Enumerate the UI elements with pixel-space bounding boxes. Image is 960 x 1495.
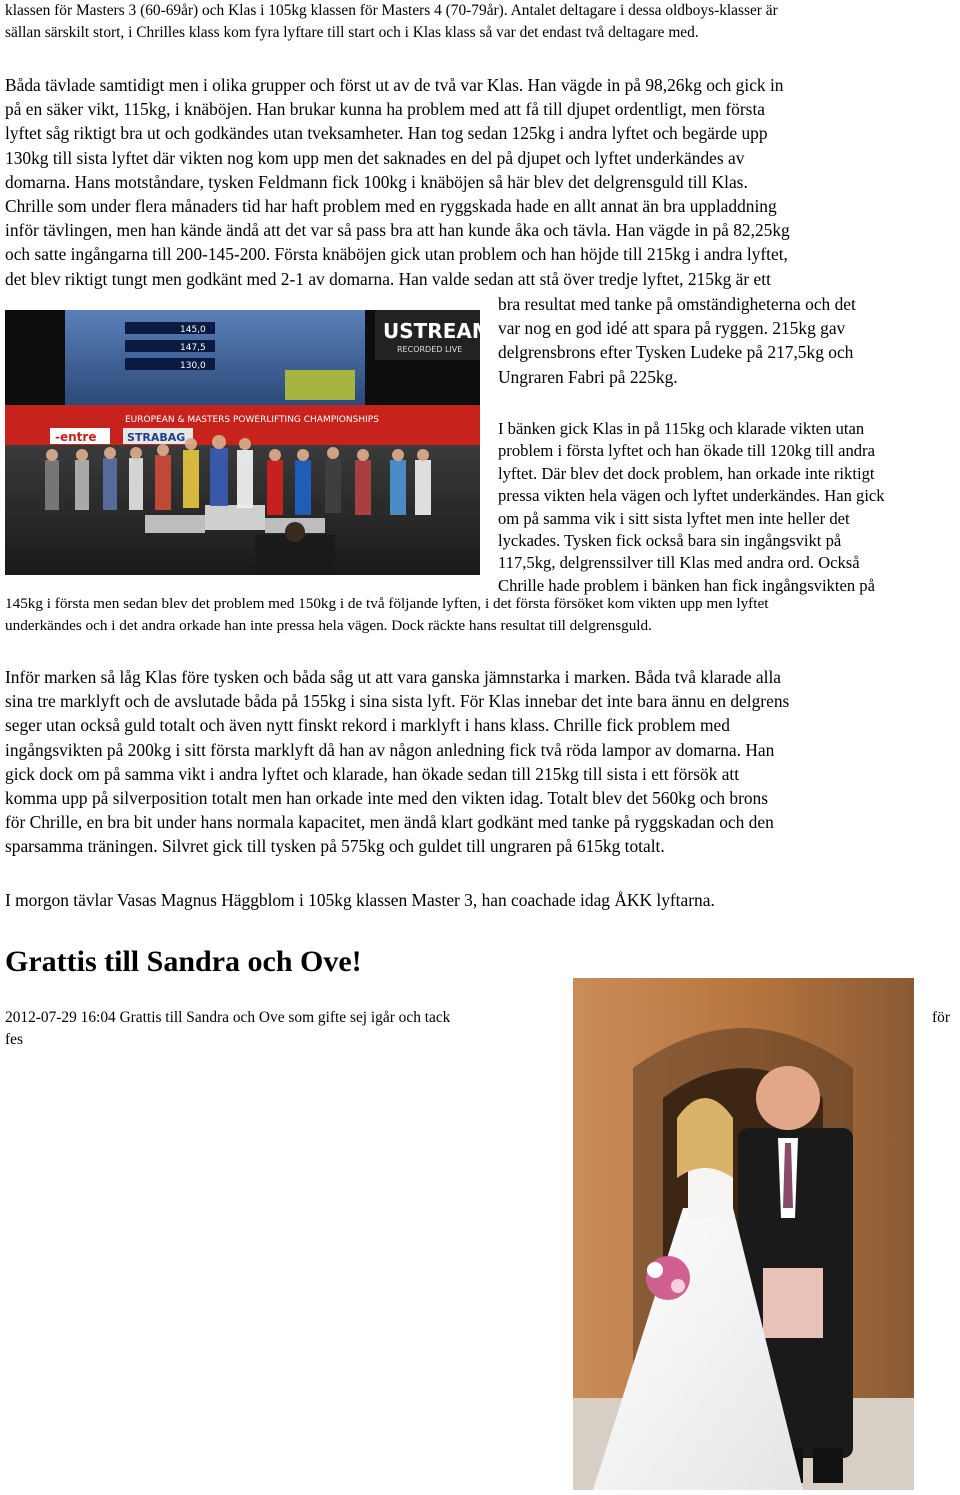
text-line: sina tre marklyft och de avslutade båda på 155kg i sina sista lyft. För Klas innebar det inte bara ännu en delgrens [5, 691, 790, 712]
text-line: lyftet såg riktigt bra ut och godkändes utan tveksamheter. Han tog sedan 125kg i andra lyftet och begärde upp [5, 123, 768, 144]
text-line: delgrensbrons efter Tysken Ludeke på 217,5kg och [498, 342, 854, 363]
post-line-end: för [932, 1009, 950, 1026]
program-card [763, 1268, 823, 1338]
sponsor-strabag: STRABAG [127, 431, 186, 444]
text-line: lyftet. Där blev det dock problem, han orkade inte riktigt [498, 463, 875, 483]
text-line: lyckades. Tysken fick också bara sin ingångsvikt på [498, 531, 842, 551]
text-line: inför tävlingen, men han kände ändå att det var så pass bra att han kunde åka och tävla. Han vägde in på 82,25kg [5, 220, 790, 241]
text-line: 117,5kg, delgrenssilver till Klas med andra ord. Också [498, 553, 860, 573]
text-line: problem i första lyftet och han ökade till 120kg till andra [498, 441, 875, 461]
text-line: ingångsvikten på 200kg i sitt första marklyft då han av någon anledning fick två röda lampor av domarna. Han [5, 739, 775, 760]
text-line: Ungraren Fabri på 225kg. [498, 366, 678, 387]
post-line: 2012-07-29 16:04 Grattis till Sandra och Ove som gifte sej igår och tack [5, 1009, 451, 1026]
text-line: bra resultat med tanke på omständigheterna och det [498, 294, 856, 314]
text-line: det blev riktigt tungt men godkänt med 2-1 av domarna. Han valde sedan att stå över tredje lyftet, 215kg är ett [5, 268, 771, 289]
text-line: 145kg i första men sedan blev det problem med 150kg i de två följande lyften, i det första försöket kom vikten upp men lyftet [5, 595, 769, 612]
text-line: domarna. Hans motståndare, tysken Feldmann fick 100kg i knäböjen så här blev det delgrensguld till Klas. [5, 171, 748, 192]
text-line: var nog en god idé att spara på ryggen. 215kg gav [498, 318, 846, 339]
text-line: om på samma vik i sitt sista lyftet men inte heller det [498, 508, 850, 528]
text-line: sparsamma träningen. Silvret gick till tysken på 575kg och guldet till ungraren på 615kg totalt. [5, 836, 665, 857]
podium-picture-visible [5, 310, 492, 575]
text-line: sällan särskilt stort, i Chrilles klass kom fyra lyftare till start och i Klas klass så var det endast två deltagare med. [5, 24, 699, 41]
text-line: Chrille hade problem i bänken han fick ingångsvikten på [498, 575, 875, 595]
board-value: 130,0 [180, 361, 206, 371]
text-line: Inför marken så låg Klas före tysken och båda såg ut att vara ganska jämnstarka i marken. Båda två klarade alla [5, 667, 781, 687]
banner-text: EUROPEAN & MASTERS POWERLIFTING CHAMPIONSHIPS [125, 415, 379, 425]
text-line: Chrille som under flera månaders tid har haft problem med en ryggskada hade en allt annat än bra uppladdning [5, 196, 777, 217]
text-line: Båda tävlade samtidigt men i olika grupper och först ut av de två var Klas. Han vägde in på 98,26kg och gick in [5, 75, 784, 95]
post-heading: Grattis till Sandra och Ove! [5, 945, 362, 978]
text-line: underkändes och i det andra orkade han inte pressa hela vägen. Dock räckte hans resultat till delgrensguld. [5, 616, 652, 634]
text-line: I bänken gick Klas in på 115kg och klarade vikten utan [498, 419, 865, 438]
deadlift-paragraph [5, 665, 789, 859]
tomorrow-paragraph [5, 888, 715, 912]
text-line: seger utan också guld totalt och även nytt finskt rekord i marklyft i hans klass. Chrille fick problem med [5, 715, 730, 736]
text-line: på en säker vikt, 115kg, i knäböjen. Han brukar kunna ha problem med att få till djupet ordentligt, men första [5, 99, 765, 120]
intro-paragraph [5, 0, 778, 44]
post-text-end [932, 1007, 950, 1029]
text-line: klassen för Masters 3 (60-69år) och Klas i 105kg klassen för Masters 4 (70-79år). Antalet deltagare i dessa oldboys-klasser är [5, 2, 778, 19]
text-line: I morgon tävlar Vasas Magnus Häggblom i 105kg klassen Master 3, han coachade idag ÅKK lyftarna. [5, 890, 715, 910]
text-line: komma upp på silverposition totalt men han orkade inte med den vikten idag. Totalt blev det 560kg och brons [5, 788, 769, 809]
bench-paragraph-side [498, 418, 885, 597]
board-value: 147,5 [180, 343, 206, 353]
text-line: för Chrille, en bra bit under hans normala kapacitet, men ändå klart godkänt med tanke på ryggskadan och den [5, 812, 774, 833]
post-line: fes [5, 1031, 23, 1048]
board-value: 145,0 [180, 325, 206, 335]
bench-paragraph [5, 593, 768, 636]
recorded-live-label: RECORDED LIVE [397, 345, 463, 354]
wedding-photo [573, 978, 914, 1490]
text-line: gick dock om på samma vikt i andra lyftet och klarade, han ökade sedan till 215kg till sista i ett försök att [5, 763, 740, 784]
sponsor-entre: -entre [55, 430, 97, 444]
post-text [5, 1007, 450, 1051]
text-line: pressa vikten hela vägen och lyftet underkändes. Han gick [498, 486, 885, 506]
text-line: 130kg till sista lyftet där vikten nog kom upp men det saknades en del på djupet och lyftet underkändes av [5, 147, 745, 168]
squat-paragraph [5, 73, 790, 291]
ustream-logo: USTREAM [383, 319, 492, 343]
squat-paragraph-side [498, 292, 856, 389]
text-line: och satte ingångarna till 200-145-200. Första knäböjen gick utan problem och han höjde till 215kg i andra lyftet, [5, 244, 788, 265]
